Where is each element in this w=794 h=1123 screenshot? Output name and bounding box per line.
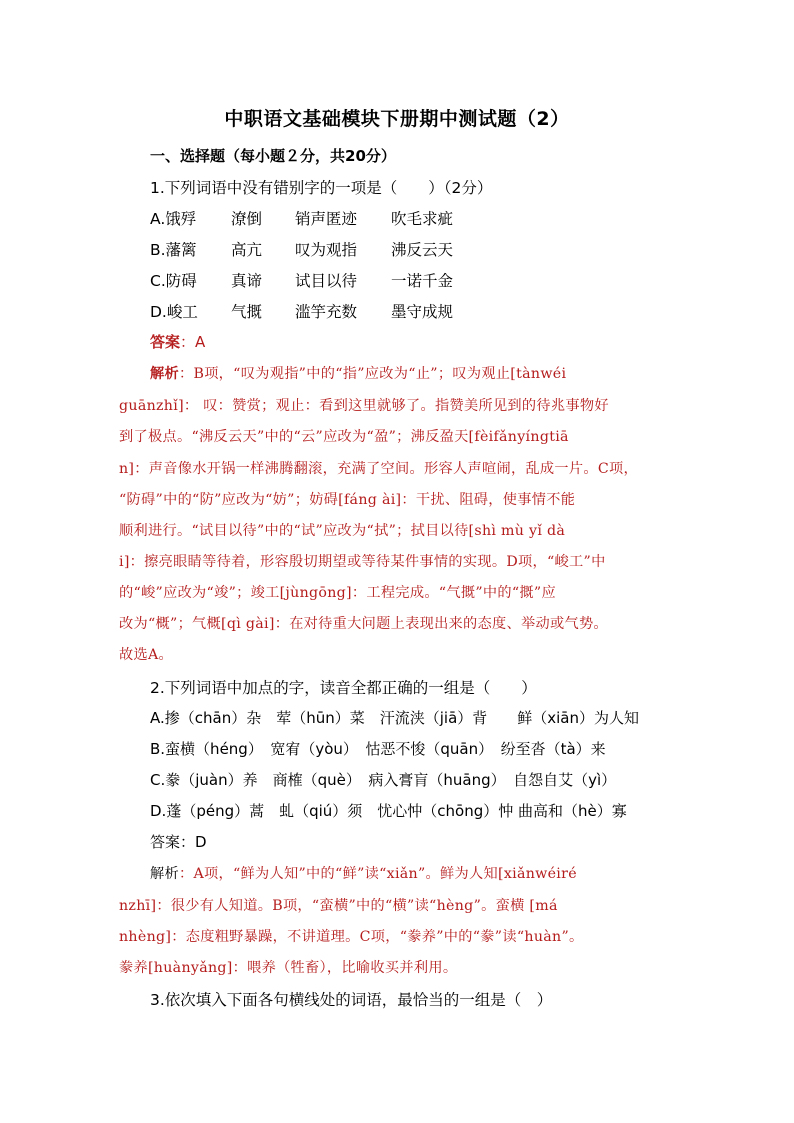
analysis-line: 到了极点。“沸反云天”中的“云”应改为“盈”；沸反盈天[fèifǎnyíngtiā [119,429,569,445]
analysis-line: i]：擦亮眼睛等待着，形容殷切期望或等待某件事情的实现。D项，“峻工”中 [119,554,606,570]
analysis-line: nzhī]：很少有人知道。B项，“蛮横”中的“横”读“hèng”。蛮横 [má [119,898,558,914]
analysis-label: 解析 [150,866,179,882]
analysis-label: 解析 [150,366,179,382]
question-2-option-d: D.蓬（péng）蒿 虬（qiú）须 忧心忡（chōng）忡 曲高和（hè）寡 [150,802,627,820]
analysis-line: 改为“概”；气概[qì gài]：在对待重大问题上表现出来的态度、举动或气势。 [119,616,608,632]
option-word: 墨守成规 [391,303,454,321]
analysis-line: nhèng]：态度粗野暴躁，不讲道理。C项，“豢养”中的“豢”读“huàn”。 [119,929,584,945]
option-word: 滥竽充数 [295,303,358,321]
analysis-line: “防碍”中的“防”应改为“妨”；妨碍[fáng ài]：干扰、阻碍，使事情不能 [119,492,576,508]
analysis-line: 豢养[huànyǎng]：喂养（牲畜），比喻收买并利用。 [119,960,458,976]
option-word: 气摡 [231,303,263,321]
analysis-line: n]：声音像水开锅一样沸腾翻滚，充满了空间。形容人声喧闹，乱成一片。C项， [119,461,639,477]
option-word: 真谛 [231,272,263,290]
option-label: A.饿殍 [150,210,197,228]
question-2-stem: 2.下列词语中加点的字，读音全都正确的一组是（ ） [150,679,537,697]
option-word: 吹毛求疵 [391,210,454,228]
analysis-line: 解析：B项，“叹为观指”中的“指”应改为“止”；叹为观止[tànwéi [150,366,567,382]
option-word: 高亢 [231,241,263,259]
option-label: D.峻工 [150,303,198,321]
analysis-line: 顺利进行。“试目以待”中的“试”应改为“拭”；拭目以待[shì mù yǐ dà [119,523,566,539]
option-word: 沸反云天 [391,241,454,259]
question-3-stem: 3.依次填入下面各句横线处的词语，最恰当的一组是（ ） [150,991,553,1009]
analysis-line: 解析：A项，“鲜为人知”中的“鲜”读“xiǎn”。鲜为人知[xiǎnwéiré [150,866,577,882]
question-2-answer: 答案：D [150,833,207,851]
question-2-option-a: A.掺（chān）杂 荤（hūn）菜 汗流浃（jiā）背 鲜（xiān）为人知 [150,709,640,727]
analysis-line: 故选A。 [119,647,174,663]
option-word: 试目以待 [295,272,358,290]
question-1-stem: 1.下列词语中没有错别字的一项是（ ）（2分） [150,179,493,197]
option-label: C.防碍 [150,272,197,290]
option-label: B.藩篱 [150,241,197,259]
option-word: 叹为观指 [295,241,358,259]
answer-value: ：A [180,333,206,351]
option-word: 销声匿迹 [295,210,358,228]
question-2-option-c: C.豢（juàn）养 商榷（què） 病入膏肓（huāng） 自怨自艾（yì） [150,771,617,789]
option-word: 一诺千金 [391,272,454,290]
analysis-line: guānzhǐ]： 叹：赞赏；观止：看到这里就够了。指赞美所见到的待兆事物好 [119,398,609,414]
answer-label: 答案 [150,333,181,351]
option-word: 潦倒 [231,210,263,228]
page-title: 中职语文基础模块下册期中测试题（2） [224,108,570,130]
analysis-line: 的“峻”应改为“竣”；竣工[jùngōng]：工程完成。“气摡”中的“摡”应 [119,585,556,601]
question-2-option-b: B.蛮横（héng） 宽宥（yòu） 怙恶不悛（quān） 纷至沓（tà）来 [150,740,606,758]
section-heading: 一、选择题（每小题２分，共20分） [150,147,396,165]
question-1-answer [150,331,205,352]
